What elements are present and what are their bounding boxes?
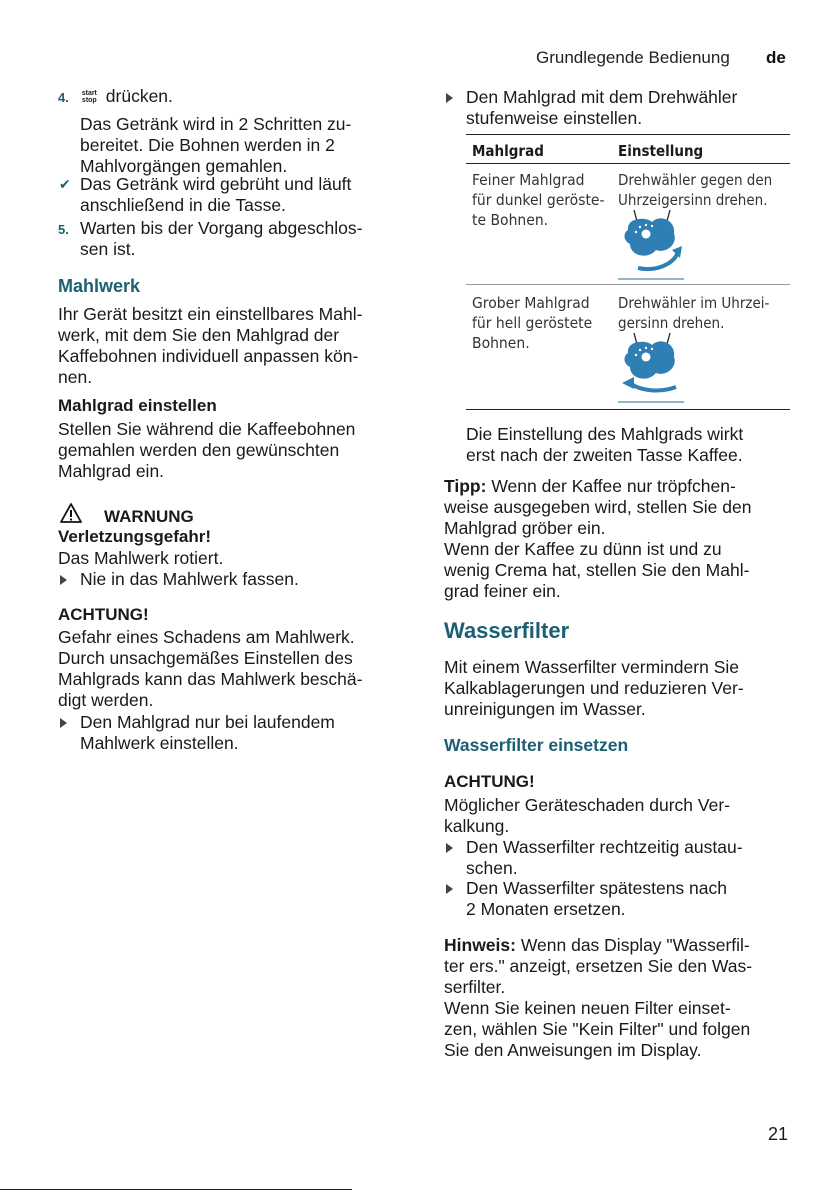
caution-action: Den Wasserfilter spätestens nach 2 Monaten ersetzen. (466, 878, 727, 919)
wasserfilter-paragraph: Mit einem Wasserfilter vermindern Sie Kalkablagerungen und reduzieren Ver- unreinigungen im Wasser. (444, 657, 744, 719)
checkmark-icon: ✔ (59, 176, 71, 192)
warning-title: WARNUNG (104, 507, 194, 526)
table-cell-grade: Grober Mahlgrad für hell geröstete Bohnen. (472, 294, 593, 352)
table-row (466, 164, 790, 285)
caution-text: Gefahr eines Schadens am Mahlwerk. Durch unsachgemäßes Einstellen des Mahlgrads kann das Mahlwerk beschä- digt werden. (58, 627, 363, 710)
caution-text: Möglicher Geräteschaden durch Ver- kalkung. (444, 795, 730, 836)
warning-triangle-icon (59, 502, 83, 524)
table-header (466, 134, 790, 164)
footer-rule (0, 1189, 352, 1190)
dial-clockwise-icon (616, 331, 686, 407)
action-triangle-icon (446, 843, 453, 853)
instruction-text: Den Mahlgrad mit dem Drehwähler stufenweise einstellen. (466, 87, 738, 128)
section-heading-wasserfilter: Wasserfilter (444, 618, 570, 643)
table-cell-grade: Feiner Mahlgrad für dunkel geröste- te Bohnen. (472, 171, 605, 229)
tipp-label: Tipp: (444, 476, 487, 496)
step-5: Warten bis der Vorgang abgeschlos- sen ist. (80, 218, 363, 259)
subheading-wasserfilter-einsetzen: Wasserfilter einsetzen (444, 735, 629, 755)
action-triangle-icon (60, 575, 67, 585)
step-number: 5. (58, 222, 69, 237)
page-number: 21 (768, 1124, 789, 1144)
table-note: Die Einstellung des Mahlgrads wirkt erst nach der zweiten Tasse Kaffee. (466, 424, 744, 465)
dial-counterclockwise-icon (616, 208, 686, 284)
warning-subtitle: Verletzungsgefahr! (58, 527, 212, 546)
table-row (466, 285, 790, 410)
action-triangle-icon (60, 718, 67, 728)
caution-action: Den Mahlgrad nur bei laufendem Mahlwerk einstellen. (80, 712, 335, 753)
start-stop-key-icon: start stop (81, 90, 97, 105)
tipp-paragraph: Tipp: Wenn der Kaffee nur tröpfchen- weise ausgegeben wird, stellen Sie den Mahlgrad gröber ein. Wenn der Kaffee zu dünn ist und zu wenig Crema hat, stellen Sie den Mahl- grad feiner ein. (444, 476, 752, 601)
table-cell-setting: Drehwähler im Uhrzei- gersinn drehen. (618, 294, 770, 332)
table-header-cell: Mahlgrad (472, 142, 544, 160)
grind-table (466, 134, 790, 410)
action-triangle-icon (446, 884, 453, 894)
running-header-section: Grundlegende Bedienung (536, 48, 730, 67)
step-text: drücken. (105, 86, 173, 106)
mahlgrad-paragraph: Stellen Sie während die Kaffeebohnen gemahlen werden den gewünschten Mahlgrad ein. (58, 419, 356, 481)
step-number: 4. (58, 90, 69, 105)
caution-title: ACHTUNG! (444, 772, 535, 791)
mahlwerk-paragraph: Ihr Gerät besitzt ein einstellbares Mahl- werk, mit dem Sie den Mahlgrad der Kaffebohnen individuell anpassen kön- nen. (58, 304, 363, 387)
hinweis-label: Hinweis: (444, 935, 516, 955)
action-triangle-icon (446, 93, 453, 103)
subheading-mahlgrad-einstellen: Mahlgrad einstellen (58, 396, 217, 415)
step-4-detail: Das Getränk wird in 2 Schritten zu- bereitet. Die Bohnen werden in 2 Mahlvorgängen gemahlen. (80, 114, 352, 176)
section-heading-mahlwerk: Mahlwerk (58, 276, 141, 296)
step-result: Das Getränk wird gebrüht und läuft anschließend in die Tasse. (80, 174, 352, 215)
warning-text: Das Mahlwerk rotiert. (58, 548, 224, 568)
caution-action: Den Wasserfilter rechtzeitig austau- schen. (466, 837, 743, 878)
caution-title: ACHTUNG! (58, 605, 149, 624)
table-cell-setting: Drehwähler gegen den Uhrzeigersinn drehen. (618, 171, 773, 209)
step-4 (58, 86, 418, 108)
table-header-cell: Einstellung (618, 142, 704, 160)
warning-action: Nie in das Mahlwerk fassen. (80, 569, 299, 589)
hinweis-paragraph: Hinweis: Wenn das Display "Wasserfil- ter ers." anzeigt, ersetzen Sie den Was- serfilter. Wenn Sie keinen neuen Filter einset- zen, wählen Sie "Kein Filter" und folgen Sie den Anweisungen im Display. (444, 935, 753, 1060)
running-header-language: de (766, 48, 786, 67)
